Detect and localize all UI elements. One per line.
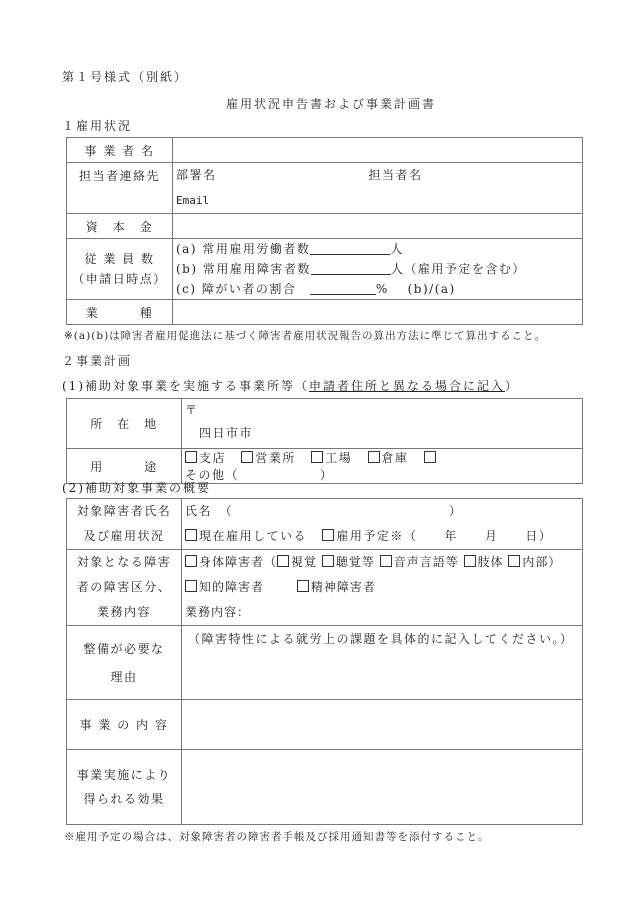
usage-option-branch[interactable] (185, 451, 226, 465)
checkbox[interactable] (322, 529, 334, 541)
office-table (66, 398, 583, 484)
target-person-label-line1: 対象障害者氏名 (76, 504, 172, 518)
hearing-option[interactable] (322, 555, 375, 569)
reason-label-line2: 理由 (110, 669, 138, 684)
project-overview-table (66, 498, 583, 825)
section2-note: ※雇用予定の場合は、対象障害者の障害者手帳及び採用通知書等を添付すること。 (64, 831, 490, 843)
usage-option-warehouse[interactable] (368, 451, 409, 465)
row-target-person (67, 499, 583, 550)
usage-option-factory[interactable] (311, 451, 352, 465)
disabled-ratio-unit: % (b)/(a) (375, 282, 456, 296)
section1-note: ※(a)(b)は障害者雇用促進法に基づく障害者雇用状況報告の算出方法に準じて算出すること。 (64, 330, 547, 342)
postal-mark: 〒 (185, 403, 199, 417)
row-content (67, 700, 583, 750)
sub1-heading-underlined: 申請者住所と異なる場合に記入 (309, 379, 506, 393)
checkbox[interactable] (297, 580, 309, 592)
row-capital (67, 214, 583, 239)
name-input[interactable]: 氏名 （ ） (185, 504, 463, 518)
sub1-heading (62, 377, 519, 394)
sub2-heading: (2)補助対象事業の概要 (62, 481, 211, 495)
regular-workers-input[interactable] (310, 240, 390, 255)
row-contact (67, 163, 583, 214)
limb-option[interactable] (464, 555, 504, 569)
option-label: 身体障害者（ (199, 555, 278, 569)
option-label: 肢体 (477, 555, 504, 569)
option-label: 聴覚等 (335, 555, 375, 569)
option-label: 視覚 (291, 555, 318, 569)
option-label: 現在雇用している (199, 529, 308, 543)
reason-label (67, 626, 182, 700)
checkbox[interactable] (424, 451, 436, 463)
row-employees (67, 239, 583, 300)
option-label: 精神障害者 (310, 580, 376, 594)
option-label: 支店 (199, 451, 227, 465)
regular-workers-unit: 人 (390, 242, 404, 256)
employees-label-line1: 従 業 員 数 (84, 252, 155, 266)
target-person-label (67, 499, 182, 550)
usage-options (182, 449, 583, 484)
sub1-heading-prefix: (1)補助対象事業を実施する事業所等（ (62, 379, 309, 393)
speech-option[interactable] (380, 555, 459, 569)
disabled-ratio-input[interactable] (310, 280, 376, 295)
page-title: 雇用状況申告書および事業計画書 (226, 97, 437, 111)
intellectual-option[interactable] (185, 580, 264, 594)
effect-label (67, 750, 182, 825)
city-name: 四日市市 (199, 426, 254, 440)
content-label: 事 業 の 内 容 (67, 700, 182, 750)
capital-field[interactable] (173, 214, 583, 239)
email-label: Email (176, 194, 210, 207)
visual-option[interactable] (277, 555, 317, 569)
location-label: 所 在 地 (67, 399, 182, 449)
option-label: 音声言語等 (393, 555, 459, 569)
effect-label-line1: 事業実施により (76, 768, 172, 782)
checkbox[interactable] (380, 555, 392, 567)
section2-heading: ２事業計画 (62, 354, 133, 368)
status-planned-option[interactable] (322, 529, 552, 543)
regular-workers-label: (a) 常用雇用労働者数 (176, 242, 311, 256)
capital-label: 資 本 金 (67, 214, 173, 239)
checkbox[interactable] (464, 555, 476, 567)
work-content-label[interactable]: 業務内容： (185, 605, 251, 619)
usage-option-sales-office[interactable] (241, 451, 296, 465)
disabled-ratio-label: (c) 障がい者の割合 (176, 282, 310, 296)
industry-field[interactable] (173, 300, 583, 325)
contact-field[interactable] (173, 163, 583, 214)
employees-label (67, 239, 173, 300)
checkbox[interactable] (508, 555, 520, 567)
option-label: 雇用予定※（ 年 月 日） (336, 529, 553, 543)
sub1-heading-suffix: ） (505, 379, 520, 393)
section1-heading: １雇用状況 (62, 119, 133, 133)
physical-option[interactable] (185, 555, 277, 569)
disability-label (67, 550, 182, 626)
reason-field[interactable] (182, 626, 583, 700)
disability-field (182, 550, 583, 626)
checkbox[interactable] (185, 580, 197, 592)
person-label: 担当者名 (368, 168, 423, 182)
internal-option[interactable] (508, 555, 561, 569)
checkbox[interactable] (185, 529, 197, 541)
disabled-workers-unit: 人（雇用予定を含む） (390, 262, 526, 276)
reason-label-line1: 整備が必要な (83, 641, 165, 656)
option-label: その他（ ） (185, 468, 334, 482)
row-effect (67, 750, 583, 825)
effect-label-line2: 得られる効果 (83, 792, 165, 806)
row-reason (67, 626, 583, 700)
disabled-workers-label: (b) 常用雇用障害者数 (176, 262, 311, 276)
contact-label: 担当者連絡先 (67, 163, 173, 214)
option-label: 工場 (325, 451, 353, 465)
checkbox[interactable] (185, 451, 197, 463)
option-label: 営業所 (255, 451, 296, 465)
disability-label-line3: 業務内容 (96, 605, 151, 619)
form-number: 第１号様式（別紙） (62, 70, 189, 84)
checkbox[interactable] (277, 555, 289, 567)
row-disability (67, 550, 583, 626)
disability-label-line1: 対象となる障害 (76, 555, 172, 569)
mental-option[interactable] (297, 580, 376, 594)
status-current-option[interactable] (185, 529, 307, 543)
checkbox[interactable] (368, 451, 380, 463)
checkbox[interactable] (311, 451, 323, 463)
target-person-label-line2: 及び雇用状況 (83, 529, 165, 543)
checkbox[interactable] (322, 555, 334, 567)
disabled-workers-input[interactable] (311, 260, 391, 275)
option-label: 内部） (522, 555, 562, 569)
content-field[interactable] (182, 700, 583, 750)
business-name-field[interactable] (173, 138, 583, 163)
disability-label-line2: 者の障害区分、 (76, 580, 172, 594)
usage-label: 用 途 (67, 449, 182, 484)
business-name-label: 事 業 者 名 (67, 138, 173, 163)
reason-hint: （障害特性による就労上の課題を具体的に記入してください。） (188, 632, 574, 646)
option-label: 倉庫 (381, 451, 409, 465)
row-industry (67, 300, 583, 325)
dept-label: 部署名 (176, 168, 217, 182)
option-label: 知的障害者 (199, 580, 265, 594)
checkbox[interactable] (185, 555, 197, 567)
checkbox[interactable] (241, 451, 253, 463)
target-person-field (182, 499, 583, 550)
employment-status-table (66, 137, 583, 325)
row-location (67, 399, 583, 449)
location-field[interactable] (182, 399, 583, 449)
employees-label-line2: （申請日時点） (72, 272, 167, 286)
effect-field[interactable] (182, 750, 583, 825)
row-business-name (67, 138, 583, 163)
industry-label: 業 種 (67, 300, 173, 325)
employees-field (173, 239, 583, 300)
